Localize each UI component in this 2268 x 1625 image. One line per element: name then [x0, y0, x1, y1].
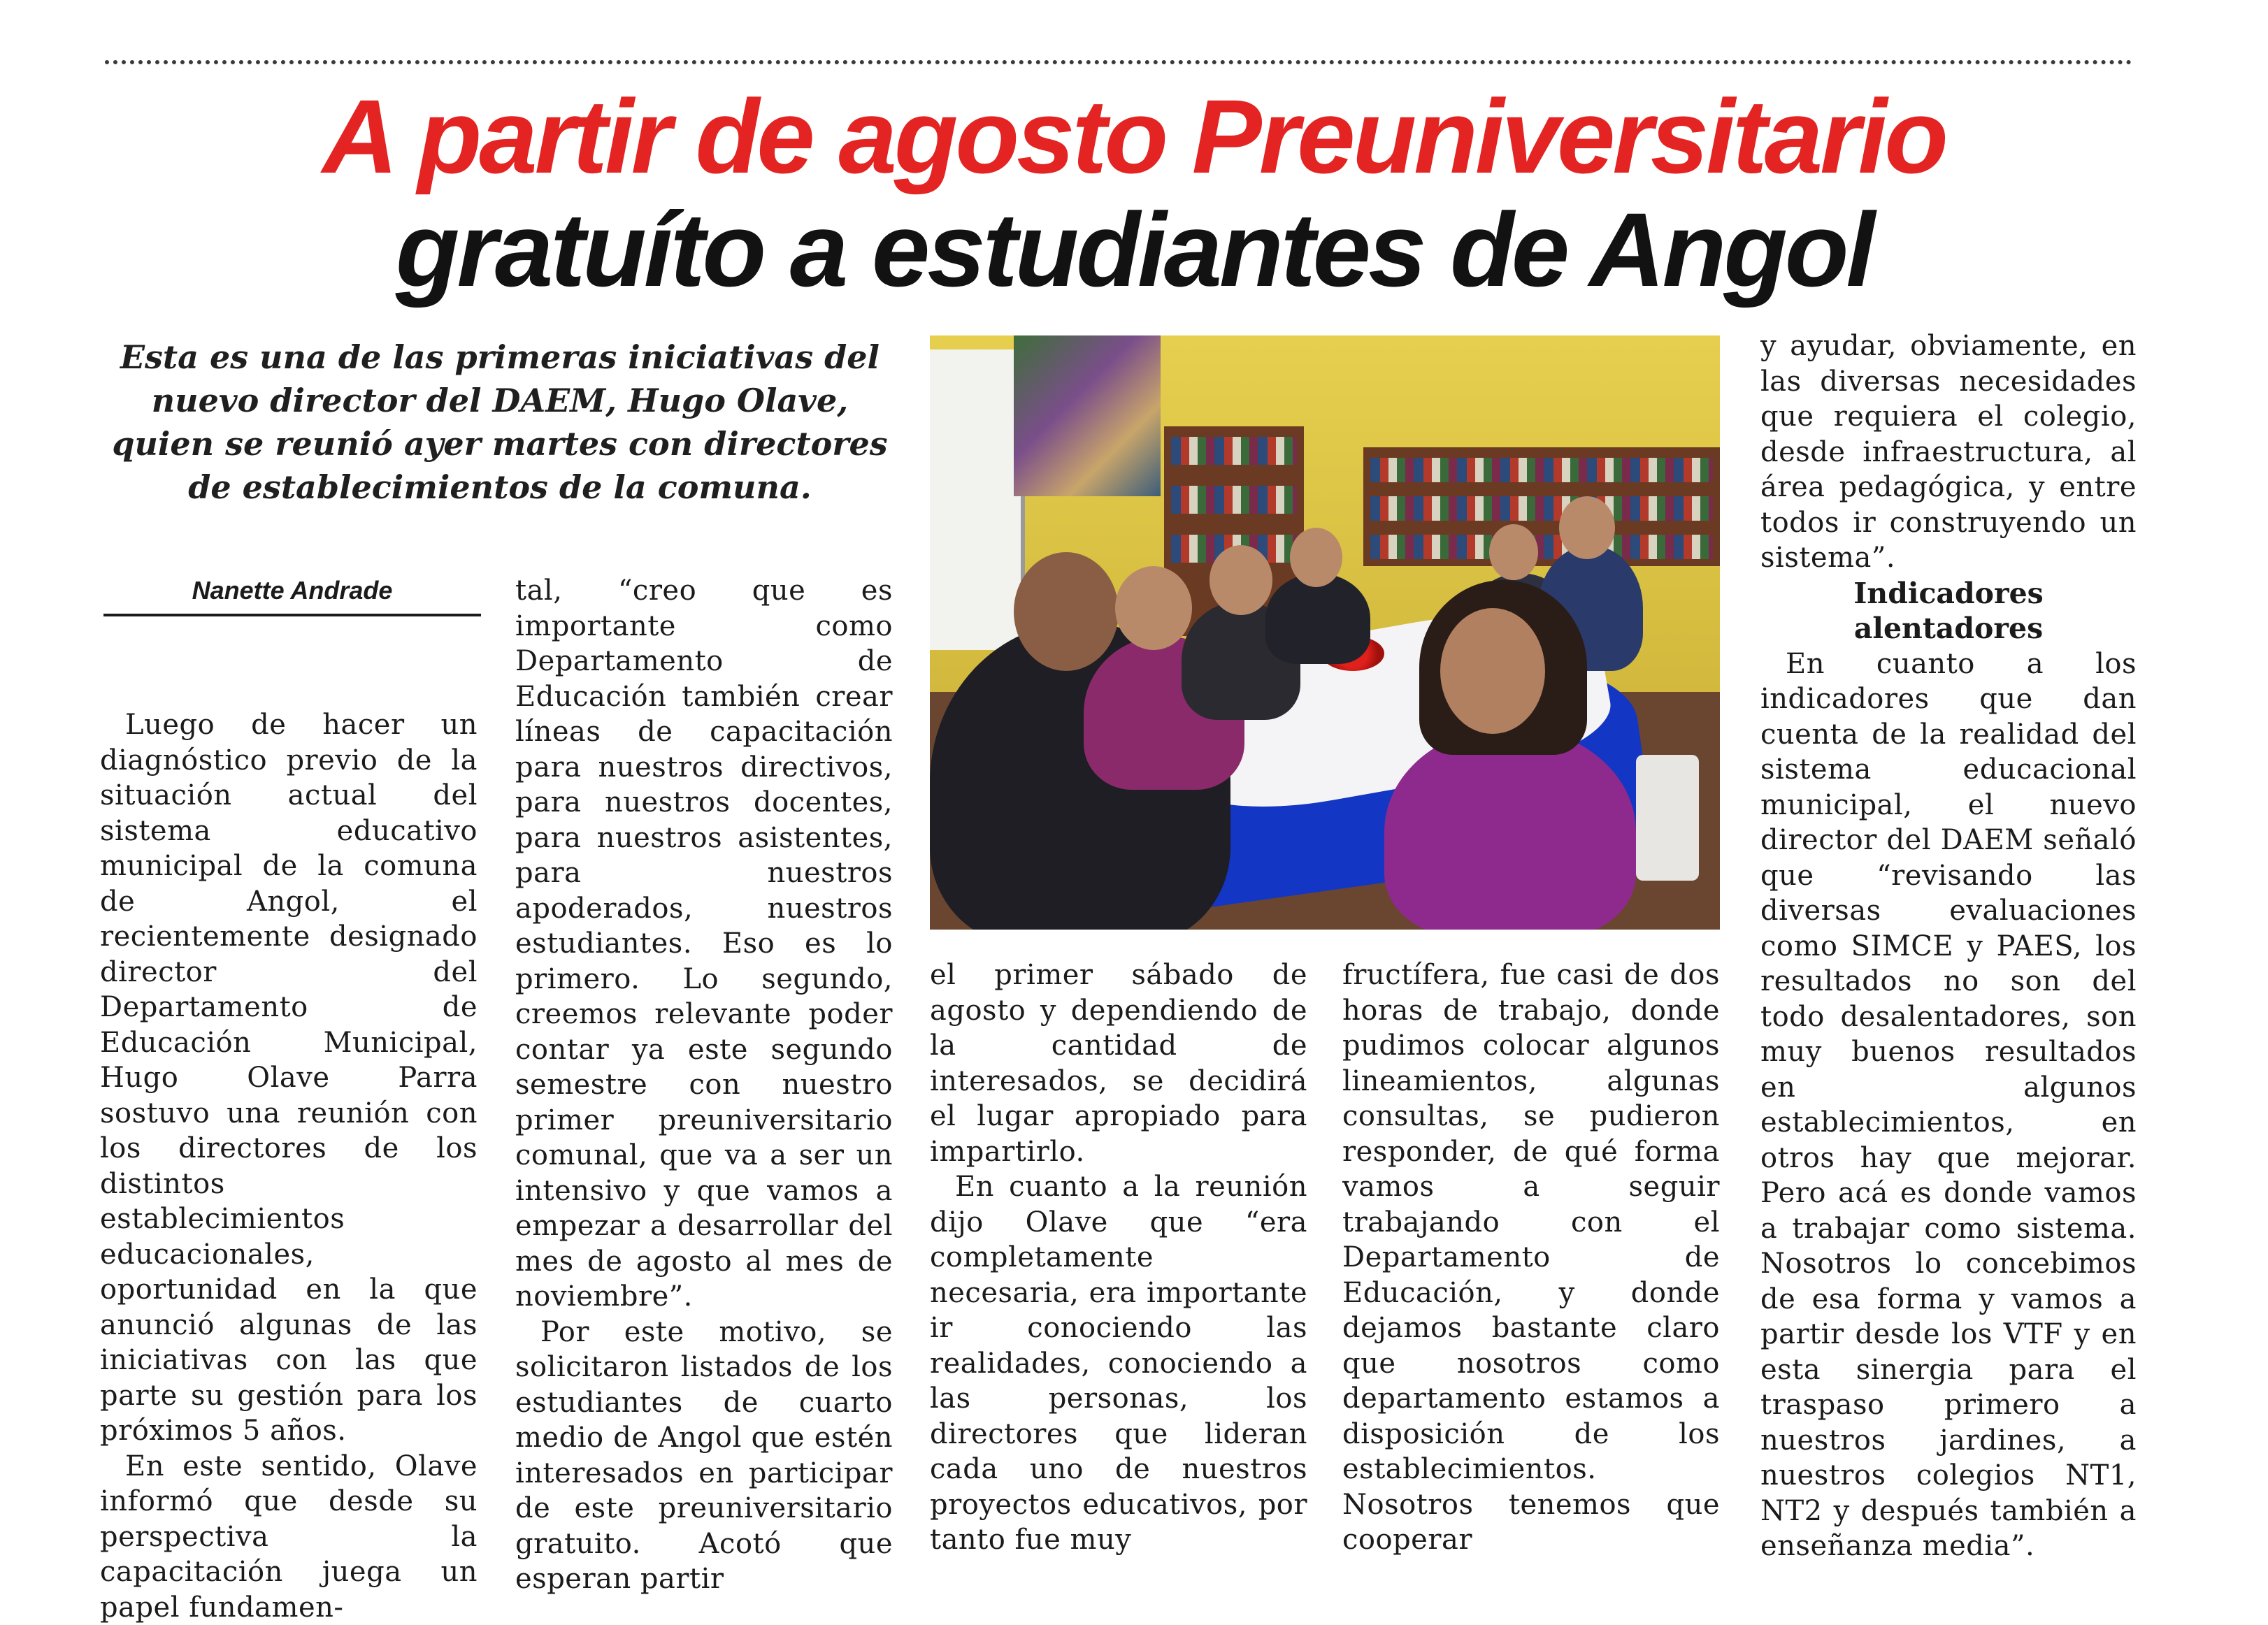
paragraph: Por este motivo, se solicitaron listados de los estudiantes de cuarto medio de Angol que estén interesados en participar de este preuniversitario gratuito. Acotó que esperan partir	[515, 1315, 893, 1597]
article-column-5	[1760, 328, 2137, 1564]
paragraph: y ayudar, obviamente, en las diversas necesidades que requiera el colegio, desde infraestructura, al área pedagógica, y entre todos ir construyendo un sistema”.	[1760, 328, 2137, 576]
photo-person-head	[1014, 552, 1119, 671]
section-subheading: Indicadores alentadores	[1760, 576, 2137, 647]
photo-person-head	[1210, 545, 1272, 615]
photo-books	[1370, 535, 1713, 559]
photo-person-head	[1290, 528, 1342, 587]
photo-books	[1370, 496, 1713, 521]
photo-person-head	[1489, 524, 1538, 580]
paragraph: tal, “creo que es importante como Departamento de Educación también crear líneas de capacitación para nuestros directivos, para nuestros docentes, para nuestros asistentes, para nuestros apoderados, nuestros estudiantes. Eso es lo primero. Lo segundo, creemos relevante poder contar ya este segundo semestre con nuestro primer preuniversitario comunal, que va a ser un intensivo y que vamos a empezar a desarrollar del mes de agosto al mes de noviembre”.	[515, 573, 893, 1315]
photo-chair	[1636, 755, 1699, 881]
photo-books	[1171, 437, 1297, 465]
photo-whiteboard	[930, 349, 1025, 650]
photo-person-face	[1440, 608, 1545, 734]
article-column-2	[515, 573, 893, 1597]
photo-books	[1171, 486, 1297, 514]
article-column-3	[930, 958, 1307, 1558]
headline-line-1: A partir de agosto Preuniversitario	[0, 84, 2268, 189]
photo-person	[1384, 727, 1636, 930]
paragraph: fructífera, fue casi de dos horas de trabajo, donde pudimos colocar algunos lineamientos, algunas consultas, se pudieron responder, de qué forma vamos a seguir trabajando con el Departamento de Educación, y donde dejamos bastante claro que nosotros como departamento estamos a disposición de los establecimientos. Nosotros tenemos que cooperar	[1342, 958, 1720, 1558]
photo-person-head	[1559, 496, 1615, 559]
paragraph: En cuanto a los indicadores que dan cuenta de la realidad del sistema educacional municipal, el nuevo director del DAEM señaló que “revisando las diversas evaluaciones como SIMCE y PAES, los resultados no son del todo desalentadores, son muy buenos resultados en algunos establecimientos, en otros hay que mejorar. Pero acá es donde vamos a trabajar como sistema. Nosotros lo concebimos de esa forma y vamos a partir desde los VTF y en esta sinergia para el traspaso primero a nuestros jardines, a nuestros colegios NT1, NT2 y después también a enseñanza media”.	[1760, 647, 2137, 1564]
article-column-4	[1342, 958, 1720, 1558]
top-dotted-rule	[105, 60, 2132, 64]
lead-paragraph: Esta es una de las primeras iniciativas del nuevo director del DAEM, Hugo Olave, quien se reunió ayer martes con directores de establecimientos de la comuna.	[98, 335, 902, 509]
meeting-photo	[930, 335, 1720, 930]
paragraph: Luego de hacer un diagnóstico previo de la situación actual del sistema educativo municipal de la comuna de Angol, el recientemente designado director del Departamento de Educación Municipal, Hugo Olave Parra sostuvo una reunión con los directores de los distintos establecimientos educacionales, oportunidad en la que anunció algunas de las iniciativas con las que parte su gestión para los próximos 5 años.	[100, 707, 478, 1449]
article-column-1	[100, 707, 478, 1625]
headline-line-2: gratuíto a estudiantes de Angol	[0, 197, 2268, 302]
photo-poster	[1014, 335, 1161, 496]
paragraph: En cuanto a la reunión dijo Olave que “era completamente necesaria, era importante ir conociendo las realidades, conociendo a las personas, los directores que lideran cada uno de nuestros proyectos educativos, por tanto fue muy	[930, 1169, 1307, 1558]
photo-person-head	[1115, 566, 1192, 650]
paragraph: En este sentido, Olave informó que desde su perspectiva la capacitación juega un papel fundamen-	[100, 1449, 478, 1625]
byline: Nanette Andrade	[103, 576, 481, 616]
paragraph: el primer sábado de agosto y dependiendo de la cantidad de interesados, se decidirá el lugar apropiado para impartirlo.	[930, 958, 1307, 1169]
photo-books	[1370, 458, 1713, 482]
